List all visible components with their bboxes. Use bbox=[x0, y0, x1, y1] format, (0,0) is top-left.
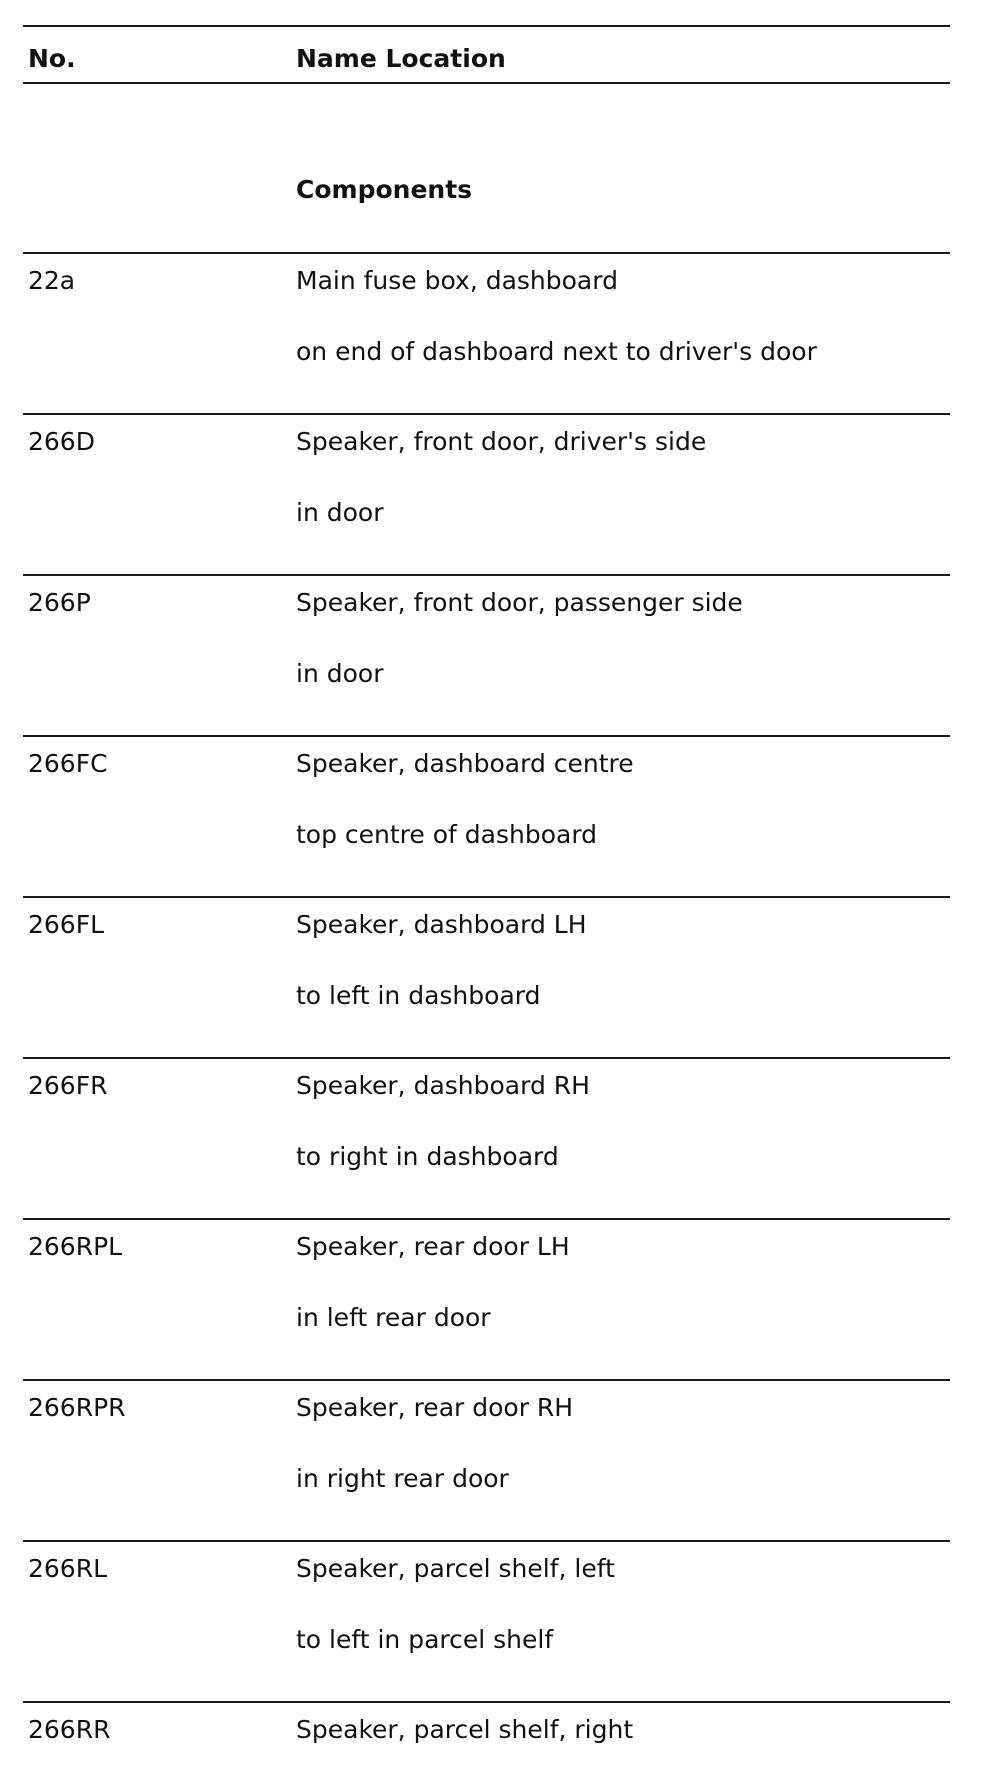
header-no: No. bbox=[28, 44, 76, 73]
row-location: to right in dashboard bbox=[296, 1142, 559, 1171]
row-rule bbox=[23, 1218, 950, 1220]
row-name: Speaker, front door, passenger side bbox=[296, 588, 743, 617]
header-name-location: Name Location bbox=[296, 44, 506, 73]
row-rule bbox=[23, 1379, 950, 1381]
row-no: 266FC bbox=[28, 749, 108, 778]
row-location: to left in dashboard bbox=[296, 981, 541, 1010]
header-top-rule bbox=[23, 25, 950, 27]
row-no: 266RL bbox=[28, 1554, 108, 1583]
row-location: in left rear door bbox=[296, 1303, 491, 1332]
row-location: to left in parcel shelf bbox=[296, 1625, 554, 1654]
row-name: Speaker, rear door RH bbox=[296, 1393, 574, 1422]
section-title: Components bbox=[296, 175, 473, 204]
row-rule bbox=[23, 735, 950, 737]
row-no: 266FL bbox=[28, 910, 105, 939]
row-name: Speaker, dashboard LH bbox=[296, 910, 587, 939]
row-location: in right rear door bbox=[296, 1464, 509, 1493]
row-name: Speaker, rear door LH bbox=[296, 1232, 570, 1261]
row-no: 266FR bbox=[28, 1071, 108, 1100]
row-rule bbox=[23, 896, 950, 898]
row-no: 266RR bbox=[28, 1715, 111, 1744]
row-no: 22a bbox=[28, 266, 76, 295]
row-name: Main fuse box, dashboard bbox=[296, 266, 618, 295]
header-bottom-rule bbox=[23, 82, 950, 84]
section-rule bbox=[23, 252, 950, 254]
row-no: 266P bbox=[28, 588, 91, 617]
row-location: in door bbox=[296, 498, 384, 527]
row-name: Speaker, front door, driver's side bbox=[296, 427, 707, 456]
row-no: 266RPL bbox=[28, 1232, 123, 1261]
row-location: top centre of dashboard bbox=[296, 820, 598, 849]
row-name: Speaker, dashboard RH bbox=[296, 1071, 590, 1100]
row-rule bbox=[23, 413, 950, 415]
row-location: in door bbox=[296, 659, 384, 688]
row-name: Speaker, parcel shelf, left bbox=[296, 1554, 615, 1583]
row-location: on end of dashboard next to driver's door bbox=[296, 337, 817, 366]
row-rule bbox=[23, 1057, 950, 1059]
row-no: 266D bbox=[28, 427, 95, 456]
row-rule bbox=[23, 1540, 950, 1542]
row-name: Speaker, parcel shelf, right bbox=[296, 1715, 634, 1744]
row-no: 266RPR bbox=[28, 1393, 126, 1422]
row-rule bbox=[23, 574, 950, 576]
row-name: Speaker, dashboard centre bbox=[296, 749, 634, 778]
row-rule bbox=[23, 1701, 950, 1703]
